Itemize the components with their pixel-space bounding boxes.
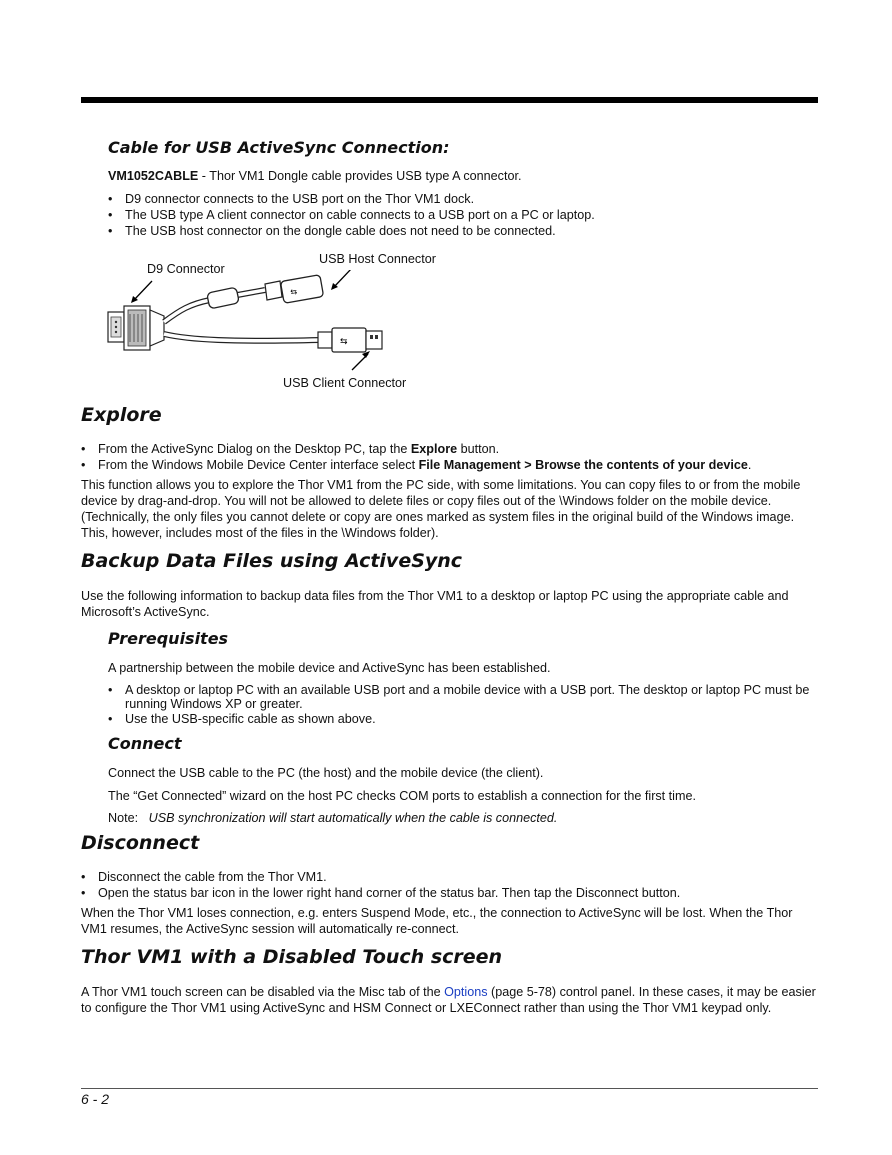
list-item: • Use the USB-specific cable as shown above. bbox=[108, 712, 828, 726]
host-pointer-arrow bbox=[334, 270, 352, 287]
disconnect-heading: Disconnect bbox=[81, 832, 200, 854]
usb-host-connector-label: USB Host Connector bbox=[319, 252, 436, 266]
list-item: • The USB type A client connector on cable connects to a USB port on a PC or laptop. bbox=[108, 207, 828, 223]
explore-paragraph: This function allows you to explore the Thor VM1 from the PC side, with some limitations. You can copy files to or from the mobile device by drag-and-drop. You will not be allowed to delete files or copy files out of the \Windows folder on the mobile device. (Technically, the only files you cannot delete or copy are ones marked as system files in the original build of the Windows image. This, however, includes most of the files in the \Windows folder). bbox=[81, 478, 801, 540]
list-item: • D9 connector connects to the USB port on the Thor VM1 dock. bbox=[108, 191, 828, 207]
usb-client-connector-icon bbox=[318, 328, 382, 352]
list-item: • Disconnect the cable from the Thor VM1. bbox=[81, 869, 821, 885]
dongle-cable-illustration bbox=[100, 270, 400, 380]
connect-wizard-paragraph: The “Get Connected” wizard on the host PC checks COM ports to establish a connection for the first time. bbox=[108, 789, 696, 803]
d9-connector-label: D9 Connector bbox=[147, 262, 225, 276]
connect-paragraph: Connect the USB cable to the PC (the host) and the mobile device (the client). bbox=[108, 766, 544, 780]
file-management-ref: File Management > Browse the contents of your device bbox=[418, 458, 748, 472]
prerequisites-paragraph: A partnership between the mobile device and ActiveSync has been established. bbox=[108, 661, 551, 675]
cable-intro-text: - Thor VM1 Dongle cable provides USB type A connector. bbox=[198, 169, 522, 183]
cable-heading: Cable for USB ActiveSync Connection: bbox=[108, 138, 450, 157]
explore-button-ref: Explore bbox=[410, 442, 458, 456]
connect-heading: Connect bbox=[108, 734, 182, 753]
svg-text:⇆: ⇆ bbox=[289, 286, 298, 297]
prerequisites-heading: Prerequisites bbox=[108, 629, 229, 648]
ferrite-bead-icon bbox=[207, 287, 240, 309]
disconnect-bullets bbox=[81, 869, 821, 901]
note-label: Note: bbox=[108, 811, 139, 825]
list-item: • A desktop or laptop PC with an available USB port and a mobile device with a USB port. The desktop or laptop PC must be running Windows XP or greater. bbox=[108, 683, 828, 711]
cable-model: VM1052CABLE bbox=[108, 169, 199, 183]
explore-heading: Explore bbox=[81, 404, 162, 426]
usb-client-connector-label: USB Client Connector bbox=[283, 376, 407, 390]
cable-bullets bbox=[108, 191, 828, 239]
note-text: USB synchronization will start automatically when the cable is connected. bbox=[148, 811, 558, 825]
explore-bullets bbox=[81, 441, 821, 473]
connect-note bbox=[108, 810, 828, 826]
top-rule bbox=[81, 97, 818, 103]
list-item: • Open the status bar icon in the lower right hand corner of the status bar. Then tap the Disconnect button. bbox=[81, 885, 821, 901]
disabled-touch-heading: Thor VM1 with a Disabled Touch screen bbox=[81, 946, 503, 968]
d9-pointer-arrow bbox=[134, 281, 152, 300]
list-item: • From the Windows Mobile Device Center interface select File Management > Browse the contents of your device. bbox=[81, 457, 821, 473]
prerequisites-bullets bbox=[108, 683, 828, 726]
disconnect-paragraph: When the Thor VM1 loses connection, e.g. enters Suspend Mode, etc., the connection to ActiveSync will be lost. When the Thor VM1 resumes, the ActiveSync session will automatically re-connect. bbox=[81, 906, 793, 936]
list-item: • From the ActiveSync Dialog on the Desktop PC, tap the Explore button. bbox=[81, 441, 821, 457]
list-item: • The USB host connector on the dongle cable does not need to be connected. bbox=[108, 223, 828, 239]
d9-connector-icon bbox=[108, 306, 164, 350]
page-number: 6 - 2 bbox=[81, 1091, 110, 1107]
disabled-touch-paragraph: A Thor VM1 touch screen can be disabled via the Misc tab of the Options (page 5-78) control panel. In these cases, it may be easier to configure the Thor VM1 using ActiveSync and HSM Connect or LXEConnect rather than using the Thor VM1 keypad only. bbox=[81, 985, 816, 1015]
backup-heading: Backup Data Files using ActiveSync bbox=[81, 550, 463, 572]
backup-paragraph: Use the following information to backup data files from the Thor VM1 to a desktop or laptop PC using the appropriate cable and Microsoft’s ActiveSync. bbox=[81, 589, 789, 619]
svg-text:⇆: ⇆ bbox=[340, 337, 348, 347]
bottom-rule bbox=[81, 1088, 818, 1089]
cable-intro bbox=[108, 168, 828, 184]
usb-host-connector-icon bbox=[265, 275, 324, 304]
options-link[interactable]: Options bbox=[444, 985, 488, 999]
